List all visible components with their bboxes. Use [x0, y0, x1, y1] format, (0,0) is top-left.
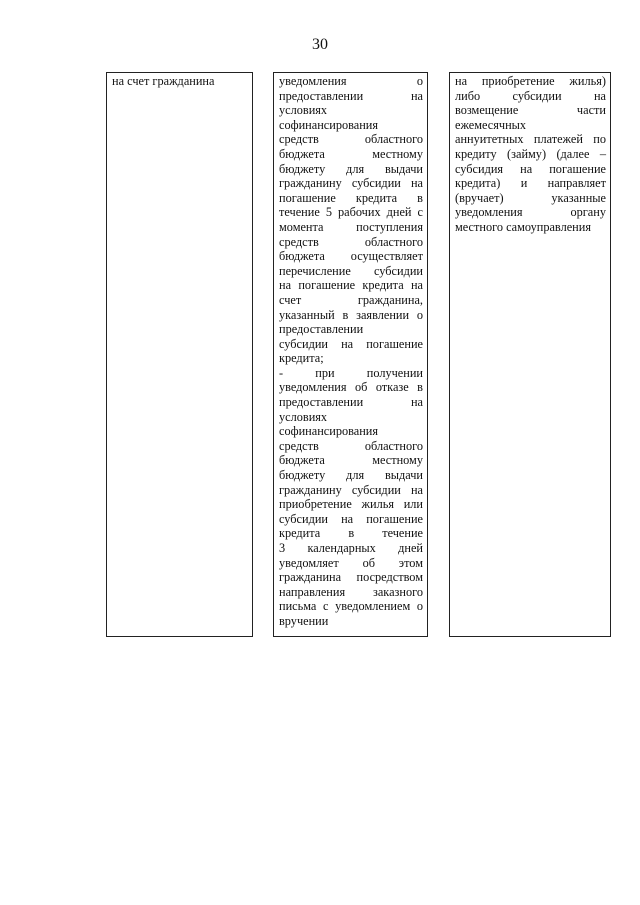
text-line: условиях — [279, 103, 328, 118]
text-line: бюджету для выдачи — [279, 468, 423, 483]
text-line: момента поступления — [279, 219, 423, 234]
text-line: уведомления о — [279, 74, 423, 88]
text-line: перечисление субсидии — [279, 263, 423, 278]
table-cell-column-3 — [449, 72, 611, 637]
text-line: средств областного — [279, 132, 423, 147]
text-line: гражданину субсидии на — [279, 176, 423, 191]
text-line: на погашение кредита на — [279, 278, 423, 293]
text-line: субсидия на погашение — [455, 161, 606, 176]
text-line: бюджета местному — [279, 146, 423, 161]
text-line: (вручает) указанные — [455, 190, 606, 205]
text-line: гражданину субсидии на — [279, 482, 423, 497]
text-line: на счет гражданина — [112, 74, 215, 88]
text-line: 3 календарных дней — [279, 541, 423, 555]
text-line: возмещение части — [455, 103, 606, 118]
text-line: уведомления органу — [455, 205, 606, 220]
page-number: 30 — [312, 36, 328, 53]
text-line: погашение кредита в — [279, 190, 423, 205]
text-line: кредиту (займу) (далее – — [455, 146, 606, 161]
text-line: течение 5 рабочих дней с — [279, 205, 423, 220]
table-cell-column-2 — [273, 72, 428, 637]
text-line: софинансирования — [279, 424, 379, 439]
text-line: аннуитетных платежей по — [455, 132, 606, 147]
text-line: на приобретение жилья) — [455, 74, 606, 88]
text-line: местного самоуправления — [455, 219, 591, 234]
text-line: кредита в течение — [279, 526, 423, 541]
text-line: бюджета осуществляет — [279, 249, 423, 264]
text-line: субсидии на погашение — [279, 336, 423, 351]
text-line: бюджета местному — [279, 453, 423, 468]
text-line: письма с уведомлением о — [279, 599, 423, 614]
text-line: софинансирования — [279, 117, 379, 132]
text-line: уведомления об отказе в — [279, 380, 423, 395]
table-cell-column-1 — [106, 72, 253, 637]
text-line: предоставлении — [279, 322, 364, 337]
text-line: - при получении — [279, 365, 423, 380]
text-line: предоставлении на — [279, 395, 423, 410]
text-line: субсидии на погашение — [279, 511, 423, 526]
text-line: указанный в заявлении о — [279, 307, 423, 322]
text-line: уведомляет об этом — [279, 555, 423, 570]
text-line: гражданина посредством — [279, 570, 423, 585]
text-line: бюджету для выдачи — [279, 161, 423, 176]
text-line: вручении — [279, 613, 329, 628]
text-line: предоставлении на — [279, 88, 423, 103]
text-line: кредита; — [279, 351, 324, 366]
text-line: направления заказного — [279, 584, 423, 599]
text-line: кредита) и направляет — [455, 176, 606, 191]
text-line: средств областного — [279, 234, 423, 249]
text-line: ежемесячных — [455, 117, 527, 132]
text-line: счет гражданина, — [279, 292, 423, 307]
text-line: условиях — [279, 409, 328, 424]
text-line: средств областного — [279, 438, 423, 453]
text-line: либо субсидии на — [455, 88, 606, 103]
text-line: приобретение жилья или — [279, 497, 423, 512]
